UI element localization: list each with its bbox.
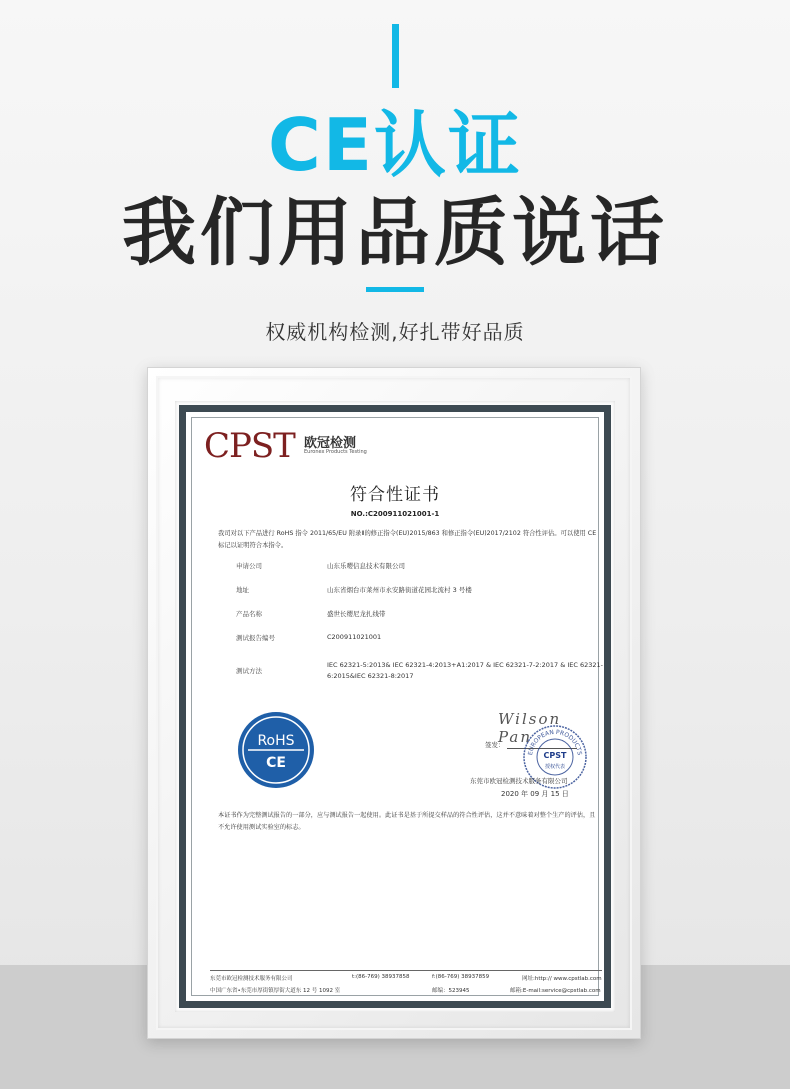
title-underline [366, 287, 424, 292]
certificate-inner-border [191, 417, 603, 996]
subtitle: 权威机构检测,好扎带好品质 [265, 320, 525, 344]
footer-company: 东莞市欧冠检测技术服务有限公司 [210, 976, 293, 982]
ce-mark: CE [266, 755, 286, 771]
applicant-label: 申请公司 [236, 562, 262, 570]
address-value: 山东省烟台市莱州市永安路街道花园北流村 3 号楼 [327, 586, 472, 594]
stamp-role-text: 授权代表 [544, 764, 566, 770]
stamp-ring-text: EUROPEAN PRODUCTS [527, 728, 583, 756]
product-label: 产品名称 [236, 610, 262, 618]
signature: Wilson Pan [498, 710, 562, 746]
footer-address: 中国广东省•东莞市厚街镇厚街大道东 12 号 1092 室 [210, 988, 341, 994]
issue-date: 2020 年 09 月 15 日 [501, 790, 569, 798]
issuing-company: 东莞市欧冠检测技术服务有限公司 [470, 777, 568, 785]
rohs-ce-seal [236, 710, 316, 790]
footer-fax: f:(86-769) 38937859 [432, 974, 490, 980]
stamp-center-text: CPST [543, 751, 567, 760]
applicant-value: 山东乐嘤信息技术有限公司 [327, 562, 405, 570]
picture-frame [147, 367, 641, 1039]
certificate-title: 符合性证书 [350, 485, 440, 505]
page-title: 我们用品质说话 [122, 190, 668, 276]
footer-divider [210, 970, 602, 971]
rohs-text: RoHS [257, 733, 295, 749]
footer-tel: t:(86-769) 38937858 [352, 974, 410, 980]
product-value: 盛世长缨尼龙扎线带 [327, 610, 386, 618]
certificate-footnote: 本证书作为完整测试报告的一部分，应与测试报告一起使用。此证书是基于所提交样品的符合性评估，这并不意味着对整个生产的评估，且不允许使用测试实验室的标志。 [218, 812, 596, 831]
frame-mat [175, 401, 615, 1012]
footer-email: 邮箱:E-mail:service@cpstlab.com [510, 988, 601, 994]
ce-certificate [179, 405, 611, 1008]
accent-bar [392, 24, 399, 88]
footer-web: 网址:http:// www.cpstlab.com [522, 976, 602, 982]
logo-english-name: Euronex Products Testing [304, 449, 367, 455]
footer-postcode: 邮编：523945 [432, 988, 470, 994]
address-label: 地址 [236, 586, 249, 594]
test-method-label: 测试方法 [236, 667, 262, 675]
report-no-value: C200911021001 [327, 633, 382, 641]
sign-label: 签发： [485, 741, 505, 749]
certificate-number: NO.:C200911021001-1 [350, 510, 440, 518]
report-no-label: 测试报告编号 [236, 634, 275, 642]
ce-title: CE认证 [267, 103, 523, 187]
certificate-intro: 我司对以下产品进行 RoHS 指令 2011/65/EU 附录Ⅱ的修正指令(EU)2015/863 和修正指令(EU)2017/2102 符合性评估。可以使用 CE 标记以证明符合本指令。 [218, 530, 597, 549]
cpst-logo: CPST [204, 426, 295, 466]
test-method-value: IEC 62321-5:2013& IEC 62321-4:2013+A1:2017 & IEC 62321-7-2:2017 & IEC 62321-6:2015&IEC 62321-8:2017 [327, 661, 603, 680]
logo-chinese-name: 欧冠检测 [304, 436, 357, 451]
